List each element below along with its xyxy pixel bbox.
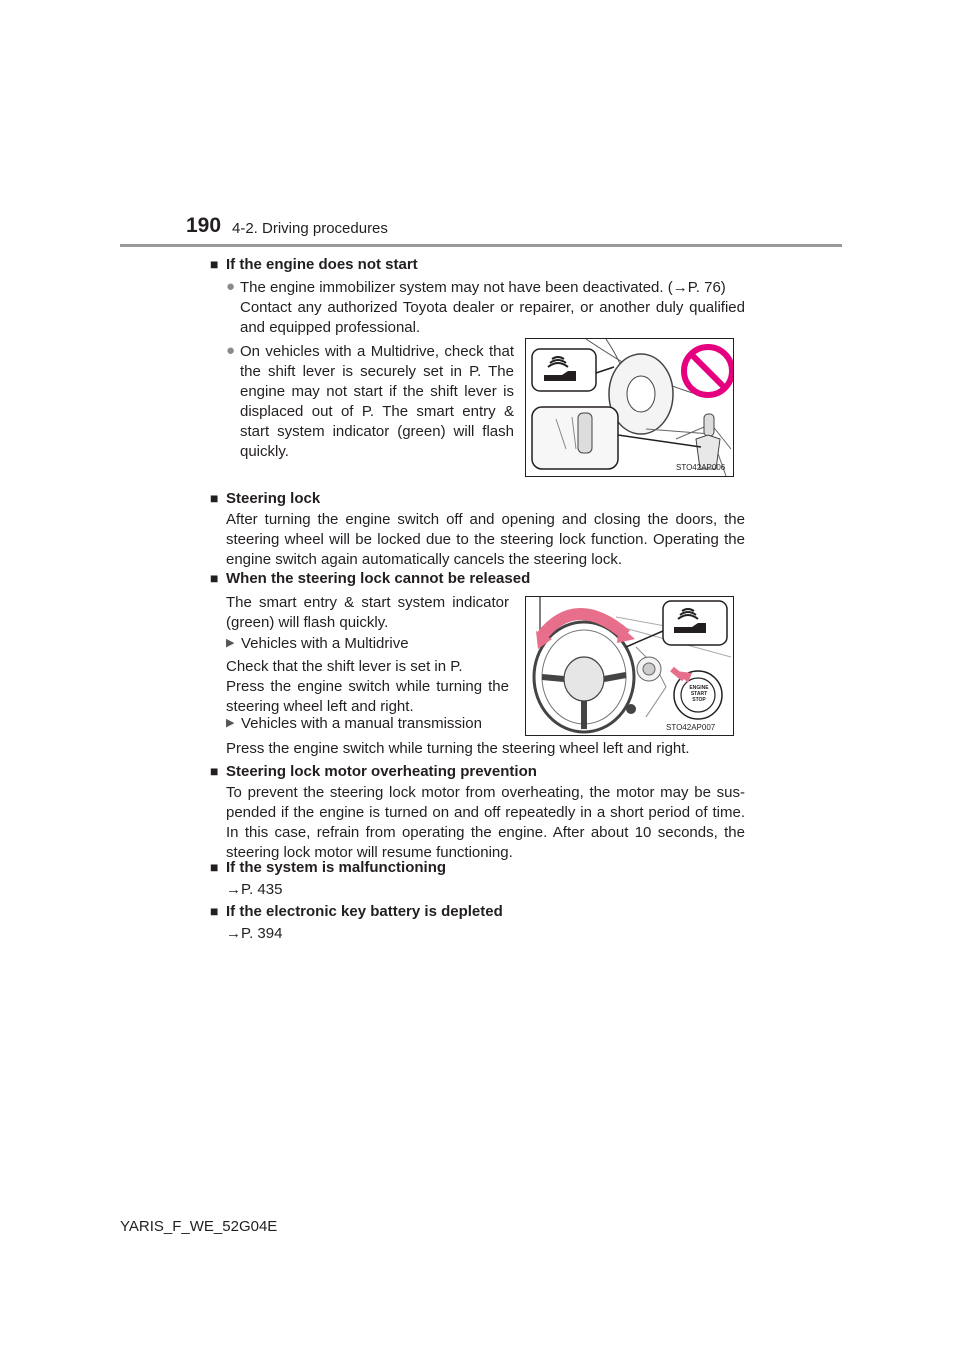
bullet-immobilizer: The engine immobilizer system may not have been deactivated. (→P. 76) — [240, 279, 726, 296]
bullet-immobilizer-cont: Contact any authorized Toyota dealer or repairer, or another duly qualified and equipped professional. — [240, 299, 745, 336]
square-bullet-icon: ■ — [210, 763, 219, 779]
section-title: 4-2. Driving procedures — [232, 220, 388, 237]
heading-malfunction: If the system is malfunctioning — [226, 859, 447, 876]
square-bullet-icon: ■ — [210, 570, 219, 586]
triangle-right-icon: ▶ — [226, 717, 235, 729]
steering-wheel-illustration — [526, 597, 733, 735]
square-bullet-icon: ■ — [210, 859, 219, 875]
heading-lock-not-released: When the steering lock cannot be released — [226, 570, 531, 587]
battery-ref[interactable]: →P. 394 — [226, 925, 283, 942]
square-bullet-icon: ■ — [210, 256, 219, 272]
page-ref[interactable]: P. 76) — [687, 279, 726, 296]
heading-no-start: If the engine does not start — [226, 256, 418, 273]
heading-battery: If the electronic key battery is depleted — [226, 903, 503, 920]
square-bullet-icon: ■ — [210, 903, 219, 919]
circle-bullet-icon: ● — [226, 278, 236, 295]
heading-overheating: Steering lock motor overheating prevention — [226, 763, 537, 780]
overheating-body: To prevent the steering lock motor from overheating, the motor may be sus-pended if the engine is turned on and off repeatedly in a short period of time. In this case, refrain from operating the engine. After about 10 seconds, the steering lock motor will resume functioning. — [226, 784, 745, 861]
document-code: YARIS_F_WE_52G04E — [120, 1218, 278, 1235]
bullet-multidrive: On vehicles with a Multidrive, check that the shift lever is securely set in P. The engine may not start if the shift lever is displaced out of P. The smart entry & start system indicator (green) will flash — [240, 343, 514, 440]
header-rule — [120, 244, 842, 247]
figure-code: STO42AP006 — [676, 463, 726, 472]
arrow-right-icon: → — [226, 925, 241, 942]
sub-multidrive: Vehicles with a Multidrive — [241, 635, 409, 652]
heading-steering-lock: Steering lock — [226, 490, 321, 507]
circle-bullet-icon: ● — [226, 342, 236, 359]
manual-body: Press the engine switch while turning the steering wheel left and right. — [226, 740, 690, 757]
sub-manual: Vehicles with a manual transmission — [241, 715, 482, 732]
shift-lever-illustration — [526, 339, 733, 476]
malfunction-ref[interactable]: →P. 435 — [226, 881, 283, 898]
arrow-right-icon: → — [672, 279, 688, 296]
multidrive-line3: steering wheel left and right. — [226, 698, 414, 715]
multidrive-line2: Press the engine switch while turning the — [226, 678, 509, 695]
lock-intro-end: (green) will flash quickly. — [226, 614, 389, 631]
engine-start-stop-button: ENGINE START STOP — [689, 685, 709, 703]
square-bullet-icon: ■ — [210, 490, 219, 506]
triangle-right-icon: ▶ — [226, 637, 235, 649]
multidrive-line1: Check that the shift lever is set in P. — [226, 658, 463, 675]
figure-steering-wheel — [525, 596, 734, 736]
page-number: 190 — [186, 214, 222, 237]
figure-shift-lever — [525, 338, 734, 477]
lock-intro: The smart entry & start system indicator — [226, 594, 509, 611]
figure-code: STO42AP007 — [666, 723, 716, 732]
bullet-multidrive-end: quickly. — [240, 443, 289, 460]
steering-lock-body: After turning the engine switch off and opening and closing the doors, the steering wheel will be locked due to the steering lock function. Operating the engine switch again automatically cancels the steering lock. — [226, 511, 745, 568]
arrow-right-icon: → — [226, 881, 241, 898]
